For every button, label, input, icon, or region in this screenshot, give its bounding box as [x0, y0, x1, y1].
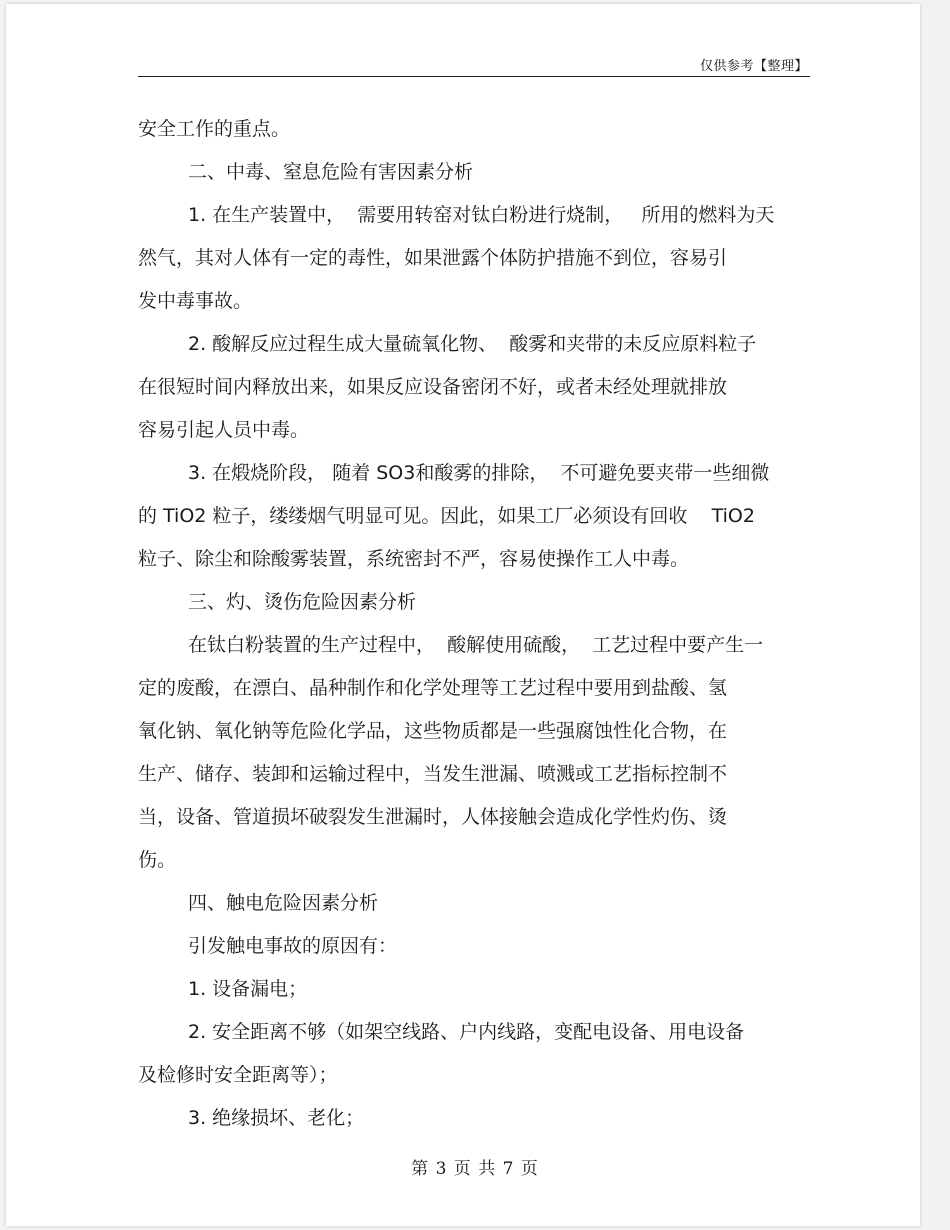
- paragraph-line: 然气，其对人体有一定的毒性，如果泄露个体防护措施不到位，容易引: [138, 247, 728, 269]
- paragraph-line: 伤。: [138, 849, 177, 871]
- paragraph-line: 在钛白粉装置的生产过程中， 酸解使用硫酸， 工艺过程中要产生一: [188, 634, 764, 656]
- paragraph-line: 在很短时间内释放出来，如果反应设备密闭不好，或者未经处理就排放: [138, 376, 728, 398]
- section-heading: 四、触电危险因素分析: [188, 892, 379, 914]
- paragraph-line: 容易引起人员中毒。: [138, 419, 310, 441]
- paragraph-line: 1. 在生产装置中， 需要用转窑对钛白粉进行烧制， 所用的燃料为天: [188, 204, 775, 226]
- list-item: 1. 设备漏电；: [188, 978, 308, 1000]
- page-header: 仅供参考【整理】: [699, 59, 808, 74]
- section-heading: 二、中毒、窒息危险有害因素分析: [188, 161, 474, 183]
- paragraph-line: 当，设备、管道损坏破裂发生泄漏时，人体接触会造成化学性灼伤、烫: [138, 806, 728, 828]
- paragraph-line: 发中毒事故。: [138, 290, 253, 312]
- paragraph-line: 定的废酸，在漂白、晶种制作和化学处理等工艺过程中要用到盐酸、氢: [138, 677, 728, 699]
- document-body: [138, 108, 818, 1140]
- paragraph-line: 2. 酸解反应过程生成大量硫氧化物、 酸雾和夹带的未反应原料粒子: [188, 333, 757, 355]
- paragraph-line: 粒子、除尘和除酸雾装置，系统密封不严，容易使操作工人中毒。: [138, 548, 690, 570]
- paragraph-line: 生产、储存、装卸和运输过程中，当发生泄漏、喷溅或工艺指标控制不: [138, 763, 728, 785]
- list-item: 3. 绝缘损坏、老化；: [188, 1107, 365, 1129]
- paragraph-line: 安全工作的重点。: [138, 118, 291, 140]
- paragraph-line: 氧化钠、氧化钠等危险化学品，这些物质都是一些强腐蚀性化合物，在: [138, 720, 728, 742]
- page-footer: 第 3 页 共 7 页: [411, 1159, 539, 1179]
- header-divider: [138, 76, 810, 77]
- paragraph-line: 3. 在煅烧阶段， 随着 SO3和酸雾的排除， 不可避免要夹带一些细微: [188, 462, 770, 484]
- section-heading: 三、灼、烫伤危险因素分析: [188, 591, 417, 613]
- paragraph-line: 的 TiO2 粒子，缕缕烟气明显可见。因此，如果工厂必须设有回收 TiO2: [138, 505, 755, 527]
- paragraph-line: 引发触电事故的原因有：: [188, 935, 398, 957]
- list-item: 2. 安全距离不够（如架空线路、户内线路，变配电设备、用电设备: [188, 1021, 745, 1043]
- paragraph-line: 及检修时安全距离等）；: [138, 1064, 338, 1086]
